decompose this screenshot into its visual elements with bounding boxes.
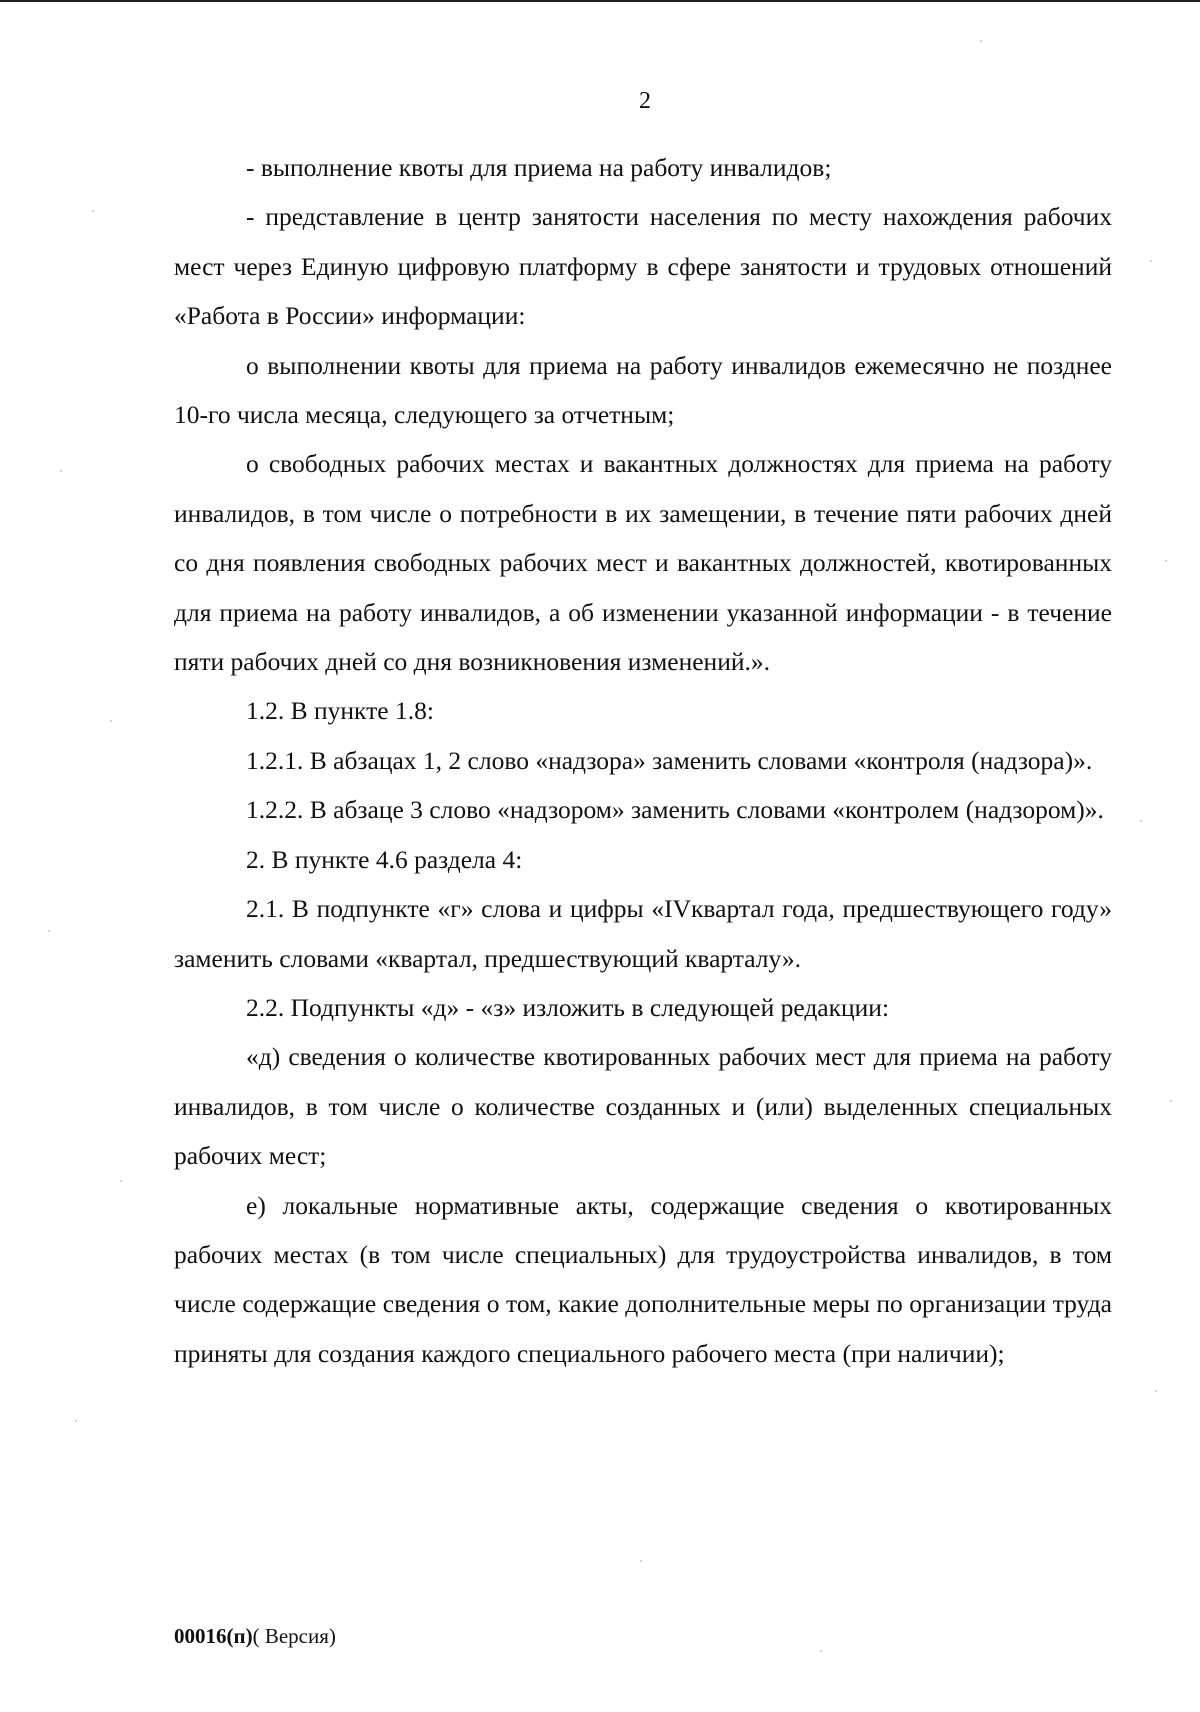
paragraph-clause-2-1: 2.1. В подпункте «г» слова и цифры «IVквартал года, предшествующего году» заменить словами «квартал, предшествующий кварталу».: [174, 894, 1112, 973]
document-code: 00016(п): [174, 1624, 253, 1648]
scan-speckle: [1150, 260, 1152, 262]
paragraph-clause-1-2-1: 1.2.1. В абзацах 1, 2 слово «надзора» заменить словами «контроля (надзора)».: [246, 745, 1093, 775]
scan-speckle: [120, 1180, 122, 1182]
scan-speckle: [110, 720, 112, 722]
paragraph-clause-2-2: 2.2. Подпункты «д» - «з» изложить в следующей редакции:: [246, 992, 890, 1022]
paragraph-quota-fulfillment: - выполнение квоты для приема на работу инвалидов;: [246, 153, 832, 182]
top-scan-edge: [0, 0, 1200, 2]
paragraph-subclause-e: е) локальные нормативные акты, содержащие сведения о квотированных рабочих местах (в том числе специальных) для трудоустройства инвалидов, в том числе содержащие сведения о том, какие дополнительные меры по организации труда приняты для создания каждого специального рабочего места (при наличии);: [174, 1190, 1112, 1368]
scan-speckle: [60, 470, 62, 472]
page-number: 2: [639, 88, 651, 114]
paragraph-employment-center-reporting: - представление в центр занятости населения по месту нахождения рабочих мест через Единую цифровую платформу в сфере занятости и трудовых отношений «Работа в России» информации:: [174, 202, 1112, 331]
paragraph-vacancies-info: о свободных рабочих местах и вакантных должностях для приема на работу инвалидов, в том числе о потребности в их замещении, в течение пяти рабочих дней со дня появления свободных рабочих мест и вакантных должностей, квотированных для приема на работу инвалидов, а об изменении указанной информации - в течение пяти рабочих дней со дня возникновения изменений.».: [174, 449, 1112, 677]
scan-speckle: [48, 930, 50, 932]
scan-speckle: [92, 210, 94, 212]
paragraph-subclause-d: «д) сведения о количестве квотированных рабочих мест для приема на работу инвалидов, в том числе о количестве созданных и (или) выделенных специальных рабочих мест;: [174, 1042, 1112, 1171]
scan-speckle: [640, 1560, 642, 1562]
paragraph-clause-1-2-2: 1.2.2. В абзаце 3 слово «надзором» заменить словами «контролем (надзором)».: [246, 795, 1104, 825]
document-body: [174, 143, 1112, 1378]
scan-speckle: [1165, 560, 1167, 562]
scan-speckle: [980, 40, 982, 42]
scan-speckle: [1170, 1100, 1172, 1102]
paragraph-monthly-quota-info: о выполнении квоты для приема на работу инвалидов ежемесячно не позднее 10-го числа месяца, следующего за отчетным;: [174, 350, 1112, 430]
paragraph-clause-2: 2. В пункте 4.6 раздела 4:: [246, 844, 523, 874]
scan-speckle: [1140, 820, 1142, 822]
paragraph-clause-1-2: 1.2. В пункте 1.8:: [246, 696, 434, 726]
scan-speckle: [820, 1650, 822, 1652]
document-footer: [174, 1624, 336, 1649]
scan-speckle: [75, 1420, 77, 1422]
scan-speckle: [1155, 1390, 1157, 1392]
document-version: ( Версия): [252, 1624, 336, 1648]
